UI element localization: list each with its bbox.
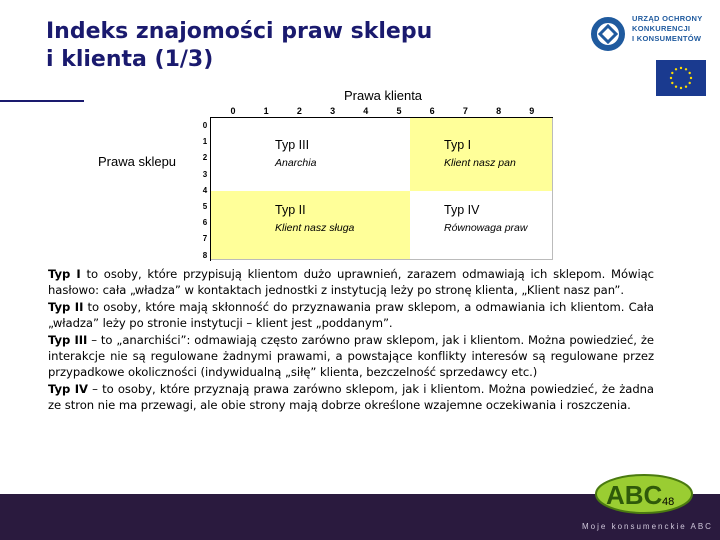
- x-tick-label: 5: [396, 106, 402, 116]
- typ-iv-label: Typ IV: [444, 203, 480, 217]
- typ-ii-label: Typ II: [275, 203, 306, 217]
- page-title: [46, 18, 566, 74]
- y-tick-label: 3: [202, 169, 208, 179]
- y-tick-label: 5: [202, 202, 208, 211]
- logo-text: [632, 14, 703, 44]
- paragraph-typ-iii-lead: Typ III: [48, 332, 88, 347]
- abc-badge: [594, 470, 694, 514]
- y-tick-label: 0: [202, 121, 208, 130]
- page-number: 48: [662, 496, 675, 508]
- logo-line-2: KONKURENCJI: [632, 24, 691, 33]
- typ-ii-sub: Klient nasz sługa: [275, 222, 355, 234]
- paragraph-typ-ii: [48, 299, 654, 332]
- eu-flag-icon: [656, 60, 706, 96]
- quadrant-grid: [211, 118, 553, 260]
- x-tick-label: 2: [296, 106, 302, 116]
- x-tick-label: 6: [429, 106, 435, 116]
- x-tick-label: 4: [363, 106, 369, 116]
- x-tick-label: 8: [496, 106, 502, 116]
- uokik-logo-icon: [590, 16, 626, 52]
- y-tick-label: 8: [202, 250, 208, 260]
- grid-border-right: [552, 118, 553, 260]
- y-tick-label: 2: [202, 153, 208, 163]
- logo-line-1: URZĄD OCHRONY: [632, 14, 703, 23]
- description-text: [48, 266, 654, 414]
- x-tick-label: 0: [230, 106, 236, 116]
- y-axis-title: Prawa sklepu: [98, 154, 177, 169]
- paragraph-typ-ii-lead: Typ II: [48, 299, 84, 314]
- typ-iii-sub: Anarchia: [275, 157, 317, 169]
- title-line-1: Indeks znajomości praw sklepu: [46, 19, 433, 44]
- paragraph-typ-iii-text: – to „anarchiści”: odmawiają często zarówno praw sklepom, jak i klientom. Można powiedzieć, że interakcje nie są regulowane żadnymi prawami, a powstające konflikty interesów są regulowane przez przypadkowe okoliczności (indywidualną „siłę” klienta, bezczelność sprzedawcy etc.): [48, 332, 654, 380]
- y-tick-label: 4: [202, 185, 208, 195]
- typ-iv-sub: Równowaga praw: [444, 222, 528, 234]
- typ-iii-label: Typ III: [275, 138, 310, 152]
- y-tick-label: 6: [202, 218, 208, 228]
- footer-text: Moje konsumenckie ABC: [582, 522, 713, 531]
- paragraph-typ-ii-text: to osoby, które mają skłonność do przyznawania praw sklepom, a odmawiania ich klientom. Cała „władza” leży po stronie instytucji – klient jest „poddanym”.: [48, 299, 654, 331]
- paragraph-typ-iv: [48, 381, 654, 414]
- logo-line-3: I KONSUMENTÓW: [632, 34, 702, 43]
- paragraph-typ-i-lead: Typ I: [48, 267, 81, 281]
- grid-border-bottom: [211, 259, 553, 260]
- x-tick-label: 9: [529, 106, 535, 116]
- x-tick-label: 1: [263, 106, 269, 116]
- quadrant-typ-iii: [211, 118, 410, 191]
- quadrant-typ-i: [410, 118, 553, 191]
- uokik-logo: [590, 12, 710, 56]
- paragraph-typ-iii: [48, 332, 654, 381]
- x-tick-label: 3: [330, 106, 336, 116]
- x-tick-label: 7: [462, 106, 468, 116]
- y-tick-label: 7: [202, 234, 208, 244]
- typ-i-label: Typ I: [444, 138, 472, 152]
- x-axis-title: Prawa klienta: [344, 88, 423, 103]
- typ-i-sub: Klient nasz pan: [444, 157, 516, 169]
- abc-badge-text: ABC: [606, 480, 663, 510]
- title-line-2: i klienta (1/3): [46, 47, 214, 72]
- title-underline: [0, 100, 84, 102]
- paragraph-typ-i: [48, 266, 654, 299]
- paragraph-typ-iv-lead: Typ IV: [48, 381, 88, 396]
- paragraph-typ-iv-text: – to osoby, które przyznają prawa zarówno sklepom, jak i klientom. Można powiedzieć, że żadna ze stron nie ma przewagi, ale obie strony mają dobrze określone wzajemne oczekiwania i roszczenia.: [48, 381, 654, 413]
- paragraph-typ-i-text: to osoby, które przypisują klientom dużo uprawnień, zarazem odmawiają ich sklepom. Mówiąc hasłowo: cała „władza” w kontaktach jednostki z instytucją leży po stronę klienta, „Klient nasz pan”.: [48, 267, 654, 298]
- y-tick-label: 1: [202, 137, 208, 147]
